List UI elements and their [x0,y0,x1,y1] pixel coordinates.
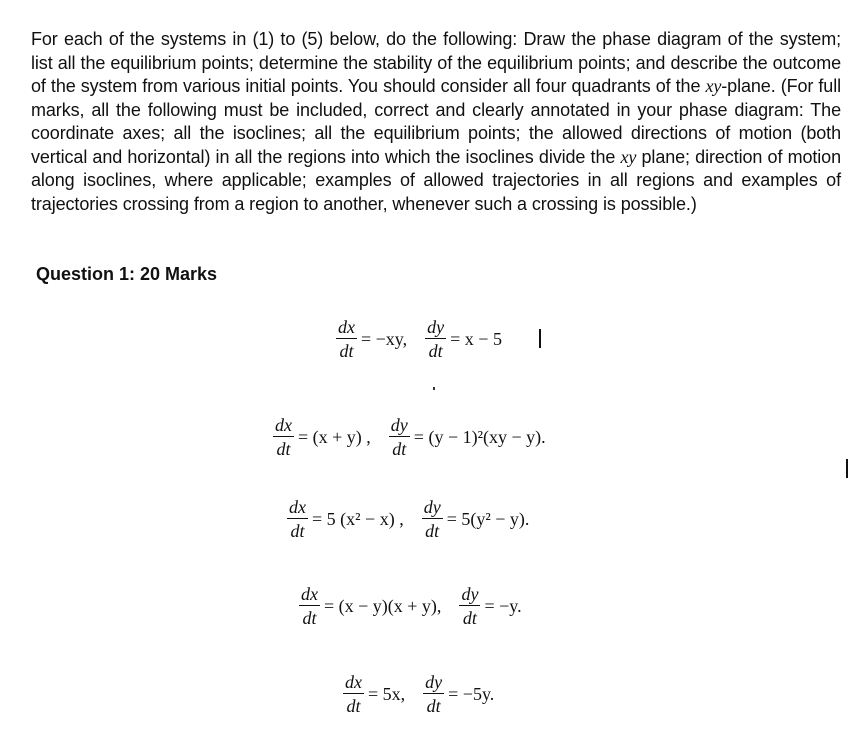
fraction-numerator: dx [275,415,292,435]
fraction-denominator: dt [425,521,440,541]
fraction-denominator: dt [462,608,477,628]
system-2-equation [273,416,550,458]
dy-dt-rhs: = 5(y² − y). [446,508,530,529]
system-4-equation [299,585,526,627]
instructions-text-2: -plane. (For full marks, all the following must be included, correct and clearly annotated in your phase diagram: The coordinate axes; all the isoclines; all the equilibrium points; the allowed directions of motion (both vertical and horizontal) in all the regions into which the isoclines divide the [31,76,842,167]
dx-dt-fraction [336,318,357,360]
fraction-denominator: dt [339,341,354,361]
dx-dt-fraction [273,416,294,458]
dx-dt-rhs: = 5 (x² − x) , [312,508,404,529]
system-5-equation [343,673,498,715]
fraction-numerator: dx [345,672,362,692]
dx-dt-rhs: = −xy, [361,328,408,349]
dy-dt-rhs: = x − 5 [450,328,502,349]
fraction-denominator: dt [426,696,441,716]
fraction-denominator: dt [392,439,407,459]
dy-dt-fraction [422,498,443,540]
system-1-equation [336,318,506,360]
dx-dt-rhs: = (x + y) , [298,426,371,447]
fraction-numerator: dx [301,584,318,604]
dx-dt-rhs: = 5x, [368,683,406,704]
fraction-numerator: dy [461,584,479,604]
fraction-numerator: dx [289,497,306,517]
instructions-text-1: For each of the systems in (1) to (5) below, do the following: Draw the phase diagram of the system; list all the equilibrium points; determine the stability of the equilibrium points; and describe the outcome of the system from various initial points. You should consider all four quadrants of the [31,29,841,96]
instructions-text-3: plane; direction of motion along isoclines, where applicable; examples of allowed trajectories in all regions and examples of trajectories crossing from a region to another, whenever such a crossing is possible.) [31,146,842,214]
instructions-paragraph [31,28,841,216]
dy-dt-fraction [459,585,480,627]
dy-dt-rhs: = −5y. [448,683,495,704]
fraction-numerator: dy [427,317,445,337]
text-cursor [846,459,848,478]
fraction-denominator: dt [346,696,361,716]
xy-symbol: xy [620,146,637,167]
stray-mark [433,387,435,390]
fraction-denominator: dt [276,439,291,459]
fraction-numerator: dy [425,672,443,692]
dy-dt-fraction [425,318,446,360]
fraction-numerator: dy [423,497,441,517]
xy-symbol: xy [705,76,722,96]
question-title: Question 1: 20 Marks [36,264,218,284]
dy-dt-fraction [423,673,444,715]
dx-dt-fraction [287,498,308,540]
fraction-denominator: dt [428,341,443,361]
dx-dt-rhs: = (x − y)(x + y), [324,595,442,616]
dx-dt-fraction [299,585,320,627]
dy-dt-rhs: = (y − 1)²(xy − y). [413,426,546,447]
dx-dt-fraction [343,673,364,715]
fraction-denominator: dt [290,521,305,541]
text-cursor [539,329,541,348]
fraction-denominator: dt [302,608,317,628]
fraction-numerator: dy [390,415,408,435]
fraction-numerator: dx [338,317,355,337]
dy-dt-fraction [389,416,410,458]
dy-dt-rhs: = −y. [484,595,522,616]
system-3-equation [287,498,533,540]
